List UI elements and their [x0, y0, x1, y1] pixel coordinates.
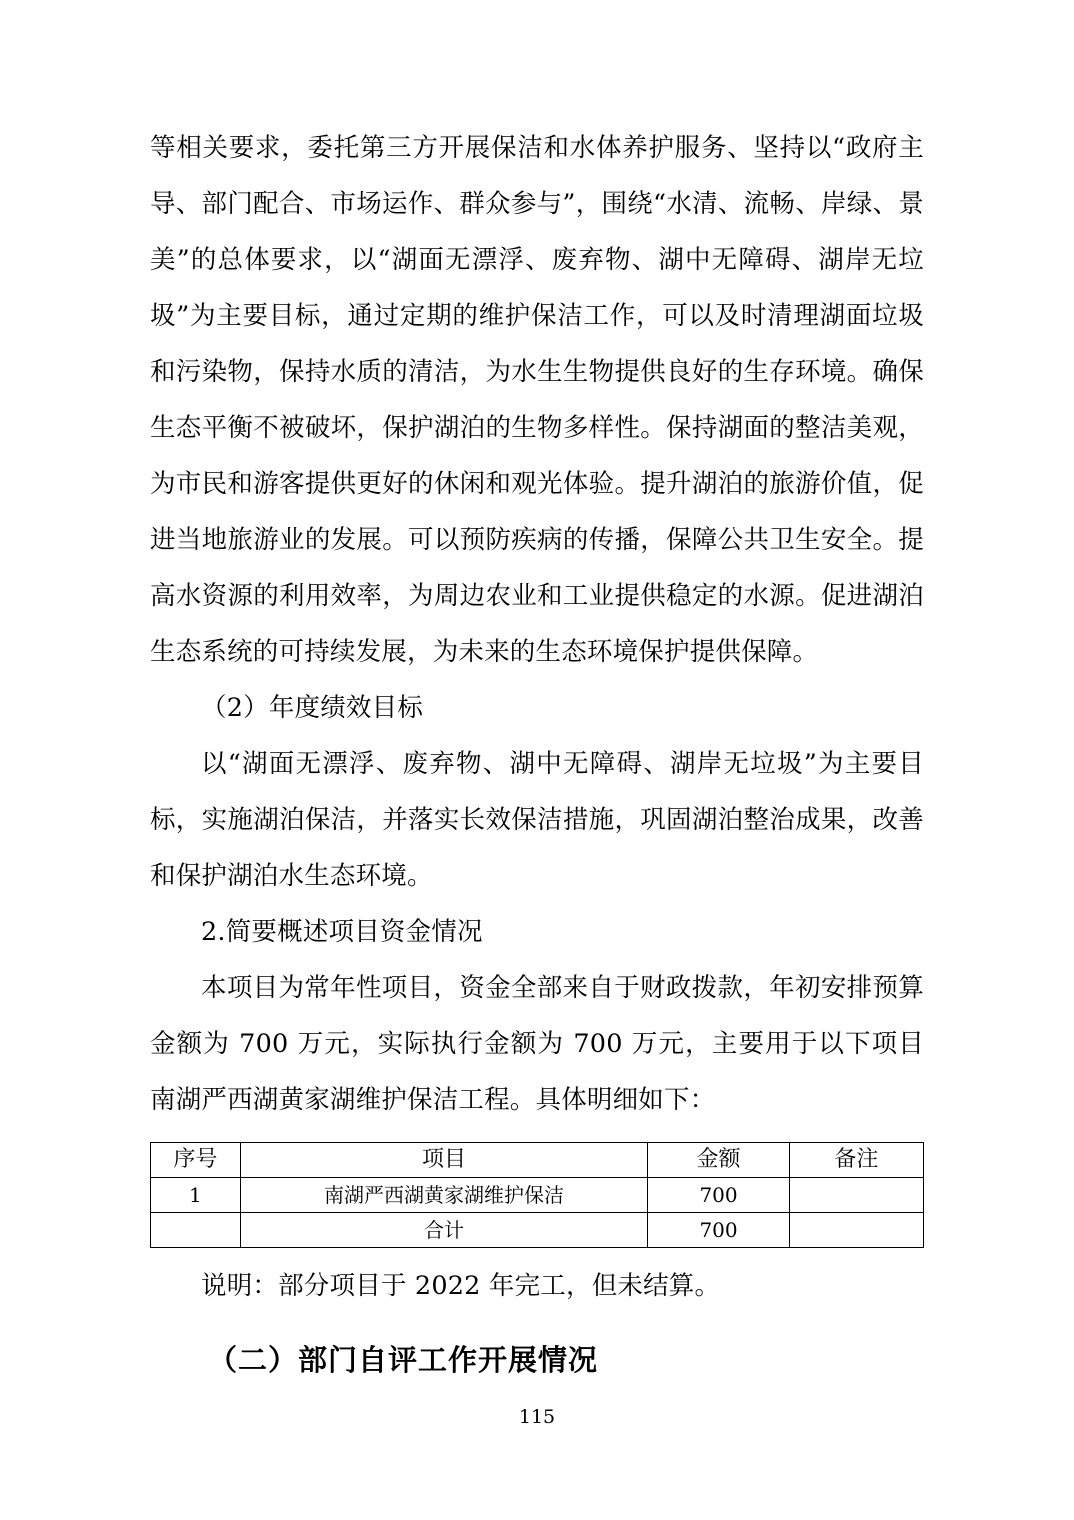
table-note-paragraph: 说明：部分项目于 2022 年完工，但未结算。 [201, 1271, 721, 1301]
table-row [151, 1178, 924, 1213]
table-header-item: 项目 [240, 1143, 647, 1178]
section-heading: （二）部门自评工作开展情况 [208, 1343, 599, 1377]
cell-amount: 700 [648, 1213, 790, 1248]
table-header [151, 1143, 924, 1178]
paragraph-4: 2.简要概述项目资金情况 [201, 917, 483, 947]
cell-item: 合计 [240, 1213, 647, 1248]
cell-amount: 700 [648, 1178, 790, 1213]
project-funds-table [150, 1142, 924, 1248]
cell-note [789, 1178, 923, 1213]
table-header-amount: 金额 [648, 1143, 790, 1178]
table-header-seq: 序号 [151, 1143, 241, 1178]
paragraph-3: 以“湖面无漂浮、废弃物、湖中无障碍、湖岸无垃圾”为主要目标，实施湖泊保洁，并落实长效保洁措施，巩固湖泊整治成果，改善和保护湖泊水生态环境。 [150, 749, 924, 891]
cell-seq: 1 [151, 1178, 241, 1213]
cell-item: 南湖严西湖黄家湖维护保洁 [240, 1178, 647, 1213]
table-row [151, 1213, 924, 1248]
paragraph-5: 本项目为常年性项目，资金全部来自于财政拨款，年初安排预算金额为 700 万元，实际执行金额为 700 万元，主要用于以下项目南湖严西湖黄家湖维护保洁工程。具体明细如下： [150, 973, 924, 1115]
cell-seq [151, 1213, 241, 1248]
table-header-row [151, 1143, 924, 1178]
table-body [151, 1178, 924, 1248]
table-header-note: 备注 [789, 1143, 923, 1178]
cell-note [789, 1213, 923, 1248]
page-number: 115 [518, 1406, 556, 1428]
paragraph-2: （2）年度绩效目标 [201, 693, 424, 723]
paragraph-1: 等相关要求，委托第三方开展保洁和水体养护服务、坚持以“政府主导、部门配合、市场运作、群众参与”，围绕“水清、流畅、岸绿、景美”的总体要求，以“湖面无漂浮、废弃物、湖中无障碍、湖岸无垃圾”为主要目标，通过定期的维护保洁工作，可以及时清理湖面垃圾和污染物，保持水质的清洁，为水生生物提供良好的生存环境。确保生态平衡不被破坏，保护湖泊的生物多样性。保持湖面的整洁美观，为市民和游客提供更好的休闲和观光体验。提升湖泊的旅游价值，促进当地旅游业的发展。可以预防疾病的传播，保障公共卫生安全。提高水资源的利用效率，为周边农业和工业提供稳定的水源。促进湖泊生态系统的可持续发展，为未来的生态环境保护提供保障。 [150, 133, 924, 667]
